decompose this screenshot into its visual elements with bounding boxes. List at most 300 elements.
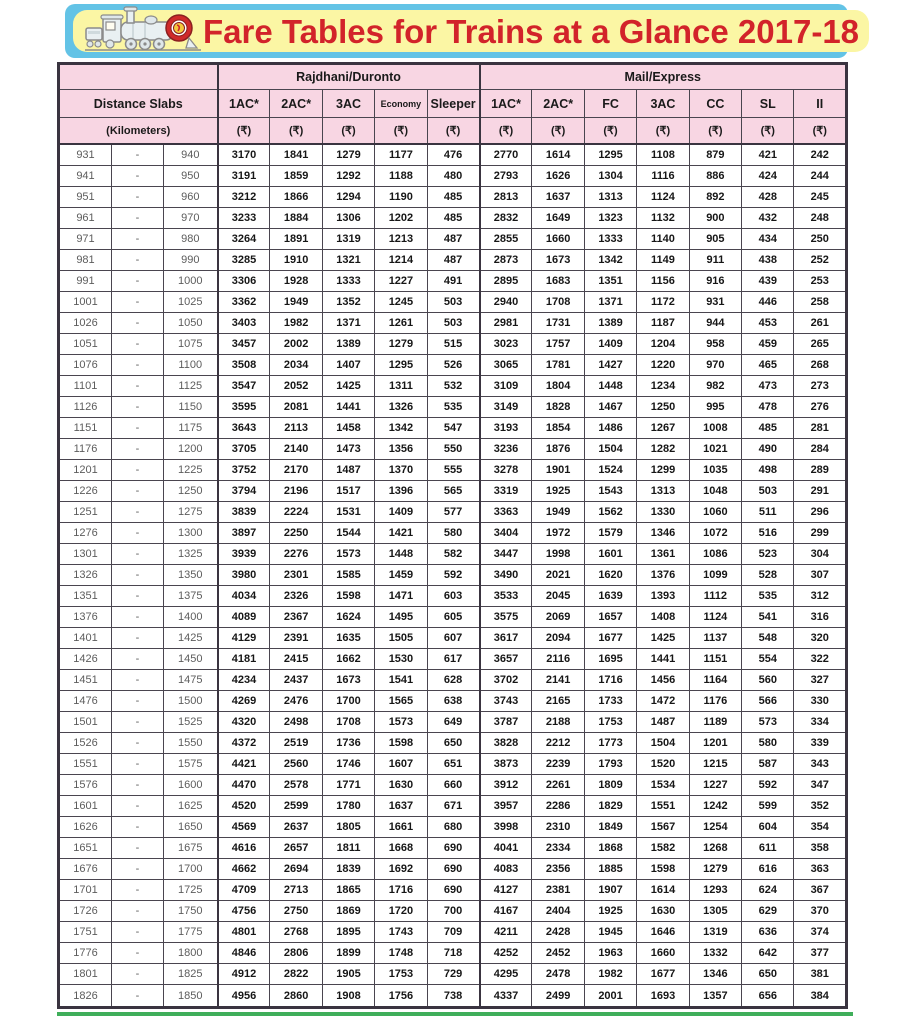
fare-cell-1ac-0: 4089 xyxy=(218,607,270,628)
fare-cell-1ac-5: 4252 xyxy=(480,943,532,964)
distance-to-cell: 1825 xyxy=(164,964,218,985)
fare-cell-economy-3: 1370 xyxy=(375,460,427,481)
fare-cell-sl-10: 434 xyxy=(742,229,794,250)
fare-cell-3ac-2: 1319 xyxy=(322,229,374,250)
fare-cell-economy-3: 1716 xyxy=(375,880,427,901)
fare-cell-cc-9: 982 xyxy=(689,376,741,397)
fare-cell-2ac-6: 1731 xyxy=(532,313,584,334)
currency-header-11: (₹) xyxy=(794,118,847,145)
fare-cell-cc-9: 1201 xyxy=(689,733,741,754)
fare-cell-1ac-0: 3897 xyxy=(218,523,270,544)
fare-cell-3ac-2: 1544 xyxy=(322,523,374,544)
range-separator-cell: - xyxy=(112,691,164,712)
fare-cell-sl-10: 587 xyxy=(742,754,794,775)
range-separator-cell: - xyxy=(112,670,164,691)
range-separator-cell: - xyxy=(112,397,164,418)
fare-cell-3ac-8: 1520 xyxy=(637,754,689,775)
distance-from-cell: 1476 xyxy=(59,691,112,712)
fare-cell-sleeper-4: 526 xyxy=(427,355,479,376)
range-separator-cell: - xyxy=(112,376,164,397)
fare-cell-economy-3: 1190 xyxy=(375,187,427,208)
fare-cell-3ac-2: 1635 xyxy=(322,628,374,649)
fare-cell-2ac-1: 1928 xyxy=(270,271,322,292)
fare-cell-1ac-5: 4041 xyxy=(480,838,532,859)
distance-to-cell: 1225 xyxy=(164,460,218,481)
distance-from-cell: 1676 xyxy=(59,859,112,880)
fare-cell-1ac-5: 3109 xyxy=(480,376,532,397)
distance-from-cell: 1251 xyxy=(59,502,112,523)
page-title: Fare Tables for Trains at a Glance 2017-18 xyxy=(203,12,860,50)
fare-cell-2ac-6: 1673 xyxy=(532,250,584,271)
fare-cell-2ac-1: 2694 xyxy=(270,859,322,880)
distance-to-cell: 1725 xyxy=(164,880,218,901)
fare-cell-cc-9: 970 xyxy=(689,355,741,376)
fare-row-1826-1850 xyxy=(59,985,847,1008)
fare-cell-1ac-5: 3873 xyxy=(480,754,532,775)
fare-cell-sleeper-4: 582 xyxy=(427,544,479,565)
fare-cell-fc-7: 1733 xyxy=(584,691,636,712)
fare-cell-2ac-6: 2428 xyxy=(532,922,584,943)
fare-cell-sl-10: 421 xyxy=(742,144,794,166)
range-separator-cell: - xyxy=(112,607,164,628)
fare-cell-2ac-6: 1781 xyxy=(532,355,584,376)
fare-cell-cc-9: 1008 xyxy=(689,418,741,439)
fare-cell-1ac-0: 3752 xyxy=(218,460,270,481)
fare-cell-1ac-0: 3547 xyxy=(218,376,270,397)
fare-cell-sleeper-4: 690 xyxy=(427,838,479,859)
fare-cell-cc-9: 1305 xyxy=(689,901,741,922)
fare-cell-1ac-0: 3508 xyxy=(218,355,270,376)
range-separator-cell: - xyxy=(112,250,164,271)
fare-row-931-940 xyxy=(59,144,847,166)
fare-cell-economy-3: 1743 xyxy=(375,922,427,943)
fare-cell-2ac-6: 2094 xyxy=(532,628,584,649)
fare-cell-3ac-8: 1149 xyxy=(637,250,689,271)
currency-header-2: (₹) xyxy=(322,118,374,145)
fare-cell-fc-7: 1716 xyxy=(584,670,636,691)
fare-cell-fc-7: 1753 xyxy=(584,712,636,733)
fare-cell-fc-7: 1313 xyxy=(584,187,636,208)
column-header-cc-9: CC xyxy=(689,90,741,118)
range-separator-cell: - xyxy=(112,859,164,880)
fare-cell-2ac-1: 2750 xyxy=(270,901,322,922)
fare-cell-3ac-8: 1472 xyxy=(637,691,689,712)
range-separator-cell: - xyxy=(112,460,164,481)
fare-table xyxy=(57,62,848,1009)
fare-cell-3ac-2: 1780 xyxy=(322,796,374,817)
fare-cell-2ac-1: 2599 xyxy=(270,796,322,817)
group-header-rajdhani-duronto: Rajdhani/Duronto xyxy=(218,64,480,90)
fare-cell-fc-7: 1486 xyxy=(584,418,636,439)
fare-cell-fc-7: 1773 xyxy=(584,733,636,754)
distance-to-cell: 1750 xyxy=(164,901,218,922)
fare-cell-ii-11: 367 xyxy=(794,880,847,901)
fare-cell-2ac-1: 2081 xyxy=(270,397,322,418)
fare-row-1776-1800 xyxy=(59,943,847,964)
fare-cell-3ac-8: 1282 xyxy=(637,439,689,460)
fare-cell-sleeper-4: 709 xyxy=(427,922,479,943)
fare-cell-2ac-1: 1949 xyxy=(270,292,322,313)
fare-cell-1ac-0: 4569 xyxy=(218,817,270,838)
fare-cell-sleeper-4: 651 xyxy=(427,754,479,775)
fare-cell-fc-7: 1885 xyxy=(584,859,636,880)
fare-cell-sleeper-4: 592 xyxy=(427,565,479,586)
fare-cell-2ac-6: 2310 xyxy=(532,817,584,838)
fare-cell-1ac-0: 3362 xyxy=(218,292,270,313)
distance-to-cell: 1050 xyxy=(164,313,218,334)
fare-cell-sl-10: 650 xyxy=(742,964,794,985)
fare-cell-sleeper-4: 680 xyxy=(427,817,479,838)
distance-from-cell: 1076 xyxy=(59,355,112,376)
fare-cell-2ac-1: 1841 xyxy=(270,144,322,166)
fare-cell-1ac-5: 4127 xyxy=(480,880,532,901)
fare-cell-3ac-8: 1132 xyxy=(637,208,689,229)
fare-cell-ii-11: 276 xyxy=(794,397,847,418)
distance-from-cell: 951 xyxy=(59,187,112,208)
fare-cell-3ac-2: 1352 xyxy=(322,292,374,313)
fare-cell-fc-7: 1829 xyxy=(584,796,636,817)
fare-cell-economy-3: 1214 xyxy=(375,250,427,271)
fare-cell-economy-3: 1279 xyxy=(375,334,427,355)
fare-cell-2ac-1: 2326 xyxy=(270,586,322,607)
fare-cell-sl-10: 473 xyxy=(742,376,794,397)
fare-cell-sleeper-4: 577 xyxy=(427,502,479,523)
range-separator-cell: - xyxy=(112,271,164,292)
distance-to-cell: 1350 xyxy=(164,565,218,586)
fare-cell-1ac-5: 3023 xyxy=(480,334,532,355)
fare-cell-fc-7: 1945 xyxy=(584,922,636,943)
fare-cell-sl-10: 511 xyxy=(742,502,794,523)
fare-cell-sleeper-4: 617 xyxy=(427,649,479,670)
fare-cell-cc-9: 1279 xyxy=(689,859,741,880)
fare-cell-1ac-0: 3643 xyxy=(218,418,270,439)
fare-cell-economy-3: 1637 xyxy=(375,796,427,817)
fare-cell-sl-10: 592 xyxy=(742,775,794,796)
currency-header-0: (₹) xyxy=(218,118,270,145)
distance-to-cell: 1125 xyxy=(164,376,218,397)
fare-cell-sl-10: 523 xyxy=(742,544,794,565)
fare-cell-ii-11: 352 xyxy=(794,796,847,817)
fare-cell-1ac-5: 3998 xyxy=(480,817,532,838)
fare-cell-sl-10: 629 xyxy=(742,901,794,922)
fare-cell-1ac-5: 2832 xyxy=(480,208,532,229)
fare-cell-economy-3: 1213 xyxy=(375,229,427,250)
fare-cell-economy-3: 1311 xyxy=(375,376,427,397)
distance-slabs-header: Distance Slabs xyxy=(59,90,218,118)
distance-to-cell: 1775 xyxy=(164,922,218,943)
fare-cell-2ac-1: 2519 xyxy=(270,733,322,754)
fare-cell-sl-10: 599 xyxy=(742,796,794,817)
fare-cell-sleeper-4: 515 xyxy=(427,334,479,355)
fare-cell-2ac-1: 1884 xyxy=(270,208,322,229)
distance-from-cell: 1426 xyxy=(59,649,112,670)
fare-cell-1ac-0: 4912 xyxy=(218,964,270,985)
fare-cell-1ac-5: 3828 xyxy=(480,733,532,754)
fare-cell-ii-11: 374 xyxy=(794,922,847,943)
fare-cell-sl-10: 611 xyxy=(742,838,794,859)
fare-row-1001-1025 xyxy=(59,292,847,313)
fare-cell-sleeper-4: 485 xyxy=(427,208,479,229)
fare-cell-sleeper-4: 550 xyxy=(427,439,479,460)
fare-cell-cc-9: 886 xyxy=(689,166,741,187)
fare-cell-economy-3: 1459 xyxy=(375,565,427,586)
fare-cell-1ac-0: 4956 xyxy=(218,985,270,1008)
fare-cell-1ac-0: 4801 xyxy=(218,922,270,943)
fare-cell-fc-7: 1982 xyxy=(584,964,636,985)
fare-cell-3ac-8: 1456 xyxy=(637,670,689,691)
distance-from-cell: 1026 xyxy=(59,313,112,334)
fare-cell-economy-3: 1326 xyxy=(375,397,427,418)
fare-cell-3ac-2: 1425 xyxy=(322,376,374,397)
range-separator-cell: - xyxy=(112,355,164,376)
column-header-ii-11: II xyxy=(794,90,847,118)
fare-cell-ii-11: 299 xyxy=(794,523,847,544)
fare-cell-3ac-8: 1376 xyxy=(637,565,689,586)
fare-cell-sl-10: 580 xyxy=(742,733,794,754)
fare-cell-sl-10: 446 xyxy=(742,292,794,313)
fare-cell-sleeper-4: 491 xyxy=(427,271,479,292)
fare-cell-2ac-6: 1804 xyxy=(532,376,584,397)
distance-to-cell: 1025 xyxy=(164,292,218,313)
fare-cell-sleeper-4: 628 xyxy=(427,670,479,691)
fare-cell-2ac-1: 2768 xyxy=(270,922,322,943)
fare-cell-sleeper-4: 535 xyxy=(427,397,479,418)
fare-cell-sl-10: 453 xyxy=(742,313,794,334)
fare-cell-2ac-6: 2212 xyxy=(532,733,584,754)
fare-cell-1ac-0: 4709 xyxy=(218,880,270,901)
fare-cell-1ac-0: 4234 xyxy=(218,670,270,691)
range-separator-cell: - xyxy=(112,502,164,523)
fare-cell-2ac-1: 1891 xyxy=(270,229,322,250)
fare-cell-fc-7: 1389 xyxy=(584,313,636,334)
fare-cell-ii-11: 273 xyxy=(794,376,847,397)
fare-cell-ii-11: 381 xyxy=(794,964,847,985)
fare-cell-2ac-1: 2437 xyxy=(270,670,322,691)
distance-from-cell: 1276 xyxy=(59,523,112,544)
fare-cell-3ac-8: 1408 xyxy=(637,607,689,628)
group-header-mail-express: Mail/Express xyxy=(480,64,847,90)
fare-cell-cc-9: 1215 xyxy=(689,754,741,775)
fare-cell-economy-3: 1756 xyxy=(375,985,427,1008)
currency-header-1: (₹) xyxy=(270,118,322,145)
range-separator-cell: - xyxy=(112,901,164,922)
fare-cell-cc-9: 1021 xyxy=(689,439,741,460)
fare-cell-ii-11: 281 xyxy=(794,418,847,439)
fare-cell-ii-11: 284 xyxy=(794,439,847,460)
fare-row-1676-1700 xyxy=(59,859,847,880)
fare-cell-2ac-1: 2250 xyxy=(270,523,322,544)
fare-cell-3ac-8: 1582 xyxy=(637,838,689,859)
fare-cell-1ac-5: 3490 xyxy=(480,565,532,586)
range-separator-cell: - xyxy=(112,313,164,334)
fare-cell-3ac-2: 1473 xyxy=(322,439,374,460)
fare-cell-2ac-1: 1910 xyxy=(270,250,322,271)
fare-cell-1ac-5: 4211 xyxy=(480,922,532,943)
fare-cell-1ac-5: 3912 xyxy=(480,775,532,796)
fare-cell-2ac-6: 1901 xyxy=(532,460,584,481)
fare-cell-2ac-6: 1854 xyxy=(532,418,584,439)
range-separator-cell: - xyxy=(112,712,164,733)
fare-cell-2ac-6: 2381 xyxy=(532,880,584,901)
distance-from-cell: 1751 xyxy=(59,922,112,943)
fare-cell-fc-7: 1371 xyxy=(584,292,636,313)
distance-from-cell: 1151 xyxy=(59,418,112,439)
fare-cell-2ac-1: 2140 xyxy=(270,439,322,460)
fare-cell-economy-3: 1598 xyxy=(375,733,427,754)
fare-cell-sleeper-4: 547 xyxy=(427,418,479,439)
fare-cell-cc-9: 1164 xyxy=(689,670,741,691)
distance-to-cell: 1575 xyxy=(164,754,218,775)
distance-from-cell: 1776 xyxy=(59,943,112,964)
fare-cell-economy-3: 1342 xyxy=(375,418,427,439)
fare-cell-ii-11: 327 xyxy=(794,670,847,691)
fare-row-1276-1300 xyxy=(59,523,847,544)
fare-cell-sl-10: 528 xyxy=(742,565,794,586)
fare-cell-2ac-1: 2170 xyxy=(270,460,322,481)
fare-cell-fc-7: 1963 xyxy=(584,943,636,964)
fare-cell-sleeper-4: 503 xyxy=(427,292,479,313)
fare-cell-sl-10: 616 xyxy=(742,859,794,880)
fare-cell-fc-7: 1601 xyxy=(584,544,636,565)
fare-cell-2ac-1: 2196 xyxy=(270,481,322,502)
fare-cell-1ac-0: 4181 xyxy=(218,649,270,670)
fare-cell-2ac-6: 1757 xyxy=(532,334,584,355)
fare-cell-cc-9: 1137 xyxy=(689,628,741,649)
fare-cell-cc-9: 1099 xyxy=(689,565,741,586)
fare-row-991-1000 xyxy=(59,271,847,292)
range-separator-cell: - xyxy=(112,144,164,166)
fare-cell-2ac-1: 2391 xyxy=(270,628,322,649)
fare-cell-1ac-0: 3264 xyxy=(218,229,270,250)
distance-to-cell: 1325 xyxy=(164,544,218,565)
fare-cell-ii-11: 261 xyxy=(794,313,847,334)
fare-row-1226-1250 xyxy=(59,481,847,502)
column-header-2ac-1: 2AC* xyxy=(270,90,322,118)
fare-cell-1ac-0: 4662 xyxy=(218,859,270,880)
fare-row-981-990 xyxy=(59,250,847,271)
fare-row-1576-1600 xyxy=(59,775,847,796)
fare-cell-2ac-1: 2860 xyxy=(270,985,322,1008)
fare-cell-1ac-5: 3149 xyxy=(480,397,532,418)
fare-cell-cc-9: 1268 xyxy=(689,838,741,859)
fare-cell-2ac-6: 2045 xyxy=(532,586,584,607)
distance-to-cell: 1250 xyxy=(164,481,218,502)
fare-cell-3ac-2: 1673 xyxy=(322,670,374,691)
fare-cell-sl-10: 424 xyxy=(742,166,794,187)
fare-cell-3ac-2: 1905 xyxy=(322,964,374,985)
fare-cell-sl-10: 541 xyxy=(742,607,794,628)
fare-cell-2ac-1: 2415 xyxy=(270,649,322,670)
fare-cell-ii-11: 370 xyxy=(794,901,847,922)
fare-cell-fc-7: 1793 xyxy=(584,754,636,775)
distance-to-cell: 940 xyxy=(164,144,218,166)
distance-from-cell: 1701 xyxy=(59,880,112,901)
fare-cell-1ac-0: 3285 xyxy=(218,250,270,271)
fare-cell-economy-3: 1188 xyxy=(375,166,427,187)
column-header-sl-10: SL xyxy=(742,90,794,118)
fare-cell-cc-9: 1357 xyxy=(689,985,741,1008)
fare-cell-cc-9: 905 xyxy=(689,229,741,250)
fare-row-1751-1775 xyxy=(59,922,847,943)
fare-cell-economy-3: 1245 xyxy=(375,292,427,313)
fare-cell-3ac-2: 1294 xyxy=(322,187,374,208)
distance-to-cell: 1425 xyxy=(164,628,218,649)
fare-cell-1ac-0: 4372 xyxy=(218,733,270,754)
fare-cell-ii-11: 316 xyxy=(794,607,847,628)
fare-cell-3ac-2: 1306 xyxy=(322,208,374,229)
fare-cell-ii-11: 245 xyxy=(794,187,847,208)
fare-cell-2ac-1: 2560 xyxy=(270,754,322,775)
fare-cell-2ac-1: 2002 xyxy=(270,334,322,355)
fare-cell-1ac-0: 4421 xyxy=(218,754,270,775)
range-separator-cell: - xyxy=(112,649,164,670)
fare-cell-economy-3: 1261 xyxy=(375,313,427,334)
fare-cell-3ac-2: 1811 xyxy=(322,838,374,859)
fare-cell-3ac-8: 1156 xyxy=(637,271,689,292)
fare-cell-sl-10: 490 xyxy=(742,439,794,460)
range-separator-cell: - xyxy=(112,943,164,964)
fare-cell-2ac-6: 2334 xyxy=(532,838,584,859)
fare-cell-1ac-5: 2981 xyxy=(480,313,532,334)
fare-cell-3ac-2: 1624 xyxy=(322,607,374,628)
fare-row-951-960 xyxy=(59,187,847,208)
fare-cell-3ac-8: 1598 xyxy=(637,859,689,880)
fare-cell-2ac-6: 2021 xyxy=(532,565,584,586)
fare-cell-2ac-6: 2141 xyxy=(532,670,584,691)
fare-cell-3ac-2: 1585 xyxy=(322,565,374,586)
fare-cell-1ac-5: 3533 xyxy=(480,586,532,607)
fare-cell-ii-11: 252 xyxy=(794,250,847,271)
fare-cell-sleeper-4: 480 xyxy=(427,166,479,187)
fare-cell-ii-11: 253 xyxy=(794,271,847,292)
fare-cell-economy-3: 1227 xyxy=(375,271,427,292)
fare-cell-sleeper-4: 503 xyxy=(427,313,479,334)
range-separator-cell: - xyxy=(112,229,164,250)
fare-cell-cc-9: 1332 xyxy=(689,943,741,964)
fare-cell-economy-3: 1202 xyxy=(375,208,427,229)
fare-cell-2ac-6: 1998 xyxy=(532,544,584,565)
fare-cell-cc-9: 879 xyxy=(689,144,741,166)
fare-cell-ii-11: 258 xyxy=(794,292,847,313)
fare-cell-1ac-5: 3193 xyxy=(480,418,532,439)
fare-cell-2ac-6: 2478 xyxy=(532,964,584,985)
range-separator-cell: - xyxy=(112,964,164,985)
fare-row-1251-1275 xyxy=(59,502,847,523)
fare-cell-fc-7: 1304 xyxy=(584,166,636,187)
fare-cell-1ac-0: 3170 xyxy=(218,144,270,166)
fare-cell-1ac-0: 4616 xyxy=(218,838,270,859)
fare-row-1101-1125 xyxy=(59,376,847,397)
column-header-1ac-5: 1AC* xyxy=(480,90,532,118)
range-separator-cell: - xyxy=(112,565,164,586)
fare-cell-2ac-6: 1649 xyxy=(532,208,584,229)
fare-cell-sleeper-4: 532 xyxy=(427,376,479,397)
fare-cell-cc-9: 1176 xyxy=(689,691,741,712)
range-separator-cell: - xyxy=(112,187,164,208)
distance-from-cell: 1501 xyxy=(59,712,112,733)
fare-cell-1ac-0: 4129 xyxy=(218,628,270,649)
fare-cell-1ac-0: 4520 xyxy=(218,796,270,817)
fare-row-1076-1100 xyxy=(59,355,847,376)
fare-cell-cc-9: 1346 xyxy=(689,964,741,985)
fare-cell-fc-7: 1543 xyxy=(584,481,636,502)
train-icon xyxy=(83,4,203,54)
fare-cell-cc-9: 1124 xyxy=(689,607,741,628)
fare-cell-2ac-1: 1982 xyxy=(270,313,322,334)
distance-to-cell: 1625 xyxy=(164,796,218,817)
fare-cell-3ac-2: 1805 xyxy=(322,817,374,838)
fare-cell-fc-7: 1620 xyxy=(584,565,636,586)
